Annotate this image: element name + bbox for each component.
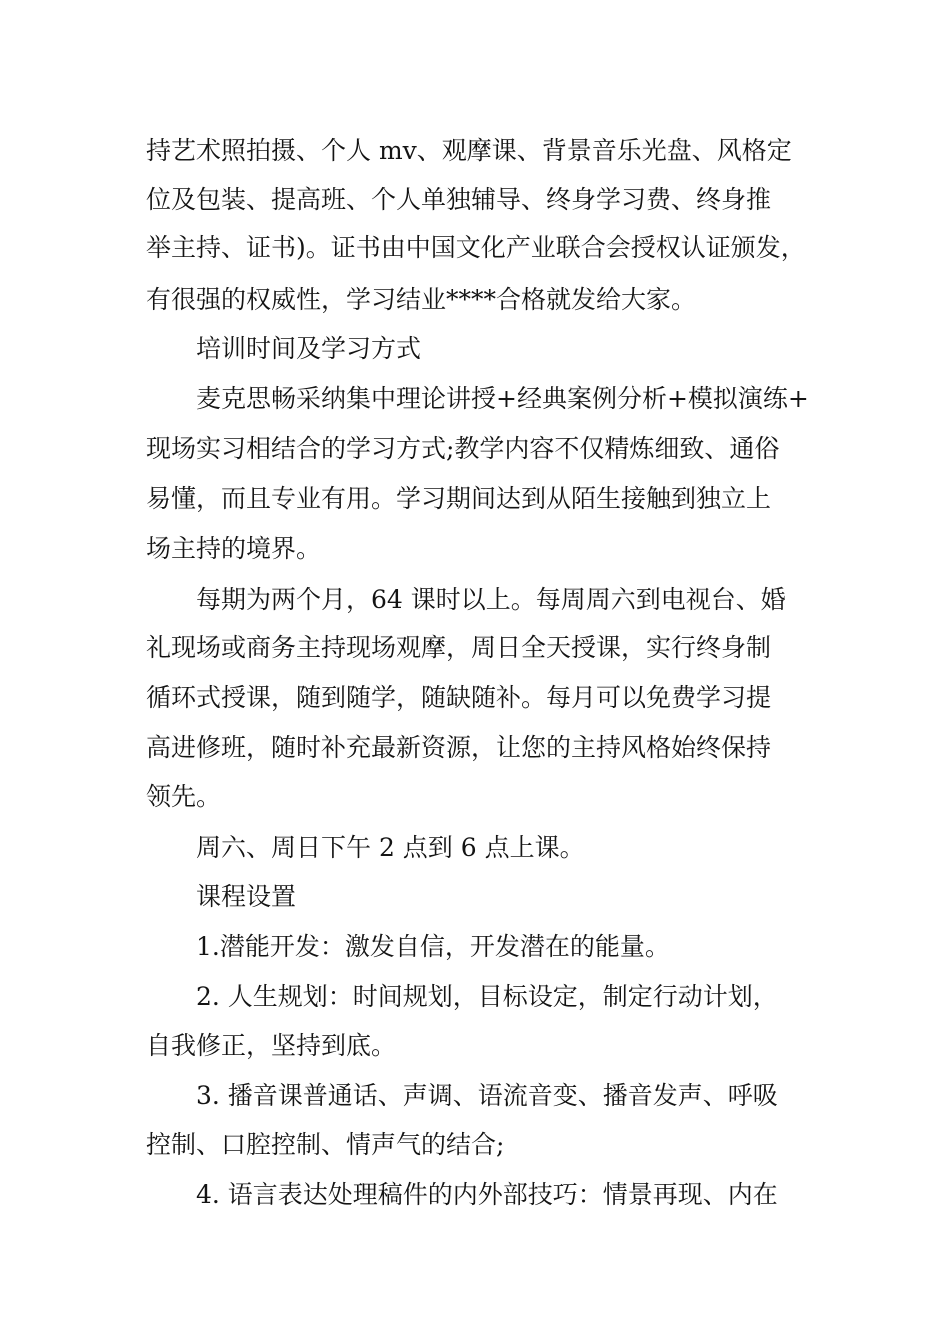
text-line: 领先。 [146,782,222,811]
text-line: 麦克思畅采纳集中理论讲授+经典案例分析+模拟演练+ [196,384,809,413]
text-line: 易懂，而且专业有用。学习期间达到从陌生接触到独立上 [146,484,772,513]
text-line: 周六、周日下午 2 点到 6 点上课。 [196,833,585,862]
text-line: 持艺术照拍摄、个人 mv、观摩课、背景音乐光盘、风格定 [146,136,792,165]
text-line: 控制、口腔控制、情声气的结合; [146,1130,505,1159]
text-line: 自我修正，坚持到底。 [146,1031,397,1060]
text-line: 高进修班，随时补充最新资源，让您的主持风格始终保持 [146,733,772,762]
text-line: 举主持、证书)。证书由中国文化产业联合会授权认证颁发， [146,233,806,262]
section-heading: 培训时间及学习方式 [196,334,422,363]
list-item: 3. 播音课普通话、声调、语流音变、播音发声、呼吸 [196,1081,778,1110]
list-item: 2. 人生规划：时间规划，目标设定，制定行动计划， [196,982,778,1011]
text-line: 现场实习相结合的学习方式;教学内容不仅精炼细致、通俗 [146,434,780,463]
text-line: 位及包装、提高班、个人单独辅导、终身学习费、终身推 [146,185,772,214]
text-line: 有很强的权威性，学习结业****合格就发给大家。 [146,285,697,314]
text-line: 循环式授课，随到随学，随缺随补。每月可以免费学习提 [146,683,772,712]
list-item: 1.潜能开发：激发自信，开发潜在的能量。 [196,932,670,961]
text-line: 场主持的境界。 [146,534,322,563]
section-heading: 课程设置 [196,882,297,911]
text-line: 礼现场或商务主持现场观摩，周日全天授课，实行终身制 [146,633,772,662]
text-line: 每期为两个月，64 课时以上。每周周六到电视台、婚 [196,585,786,614]
list-item: 4. 语言表达处理稿件的内外部技巧：情景再现、内在 [196,1180,778,1209]
